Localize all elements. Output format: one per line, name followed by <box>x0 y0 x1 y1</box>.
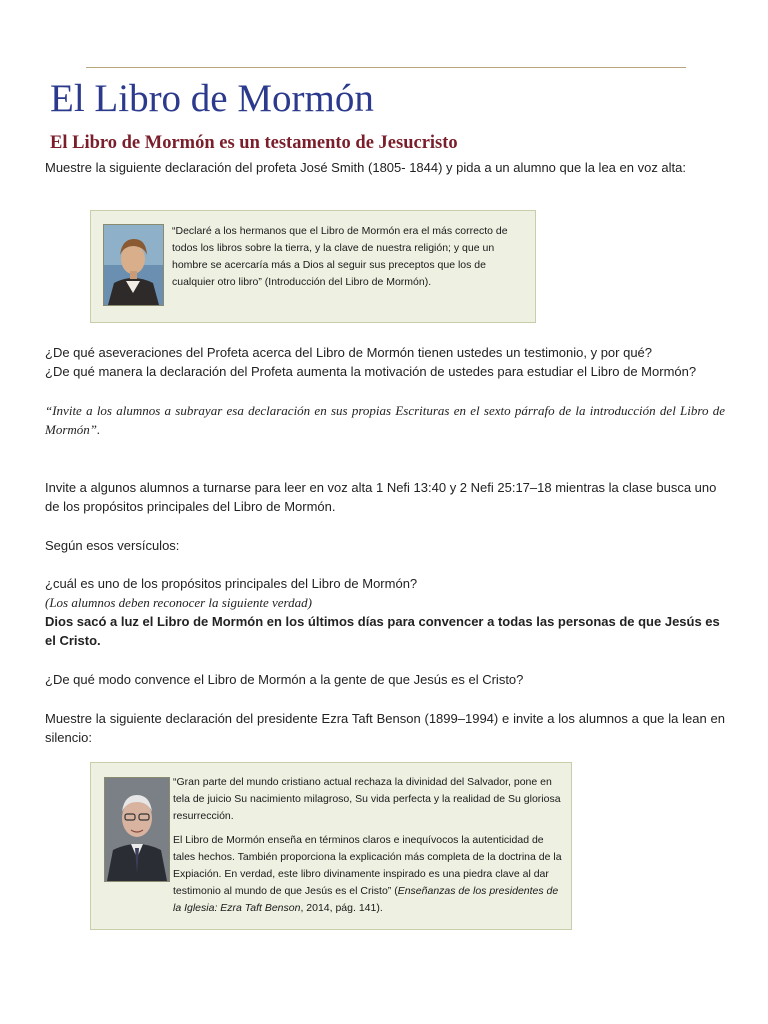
quote-paragraph-1: “Gran parte del mundo cristiano actual rechaza la divinidad del Salvador, pone en tela de juicio Su nacimiento milagroso, Su vida perfecta y la realidad de Su gloriosa resurrección. <box>173 776 561 822</box>
page-title: El Libro de Mormón <box>50 77 374 120</box>
quote-text-benson <box>173 774 563 924</box>
quote-box-joseph-smith <box>90 210 536 323</box>
quote-box-benson <box>90 762 572 930</box>
section-subtitle: El Libro de Mormón es un testamento de Jesucristo <box>50 133 458 153</box>
question-purpose: ¿cuál es uno de los propósitos principales del Libro de Mormón? <box>45 576 418 591</box>
question-testimony: ¿De qué aseveraciones del Profeta acerca del Libro de Mormón tienen ustedes un testimonio, y por qué? <box>45 345 653 360</box>
intro-benson: Muestre la siguiente declaración del presidente Ezra Taft Benson (1899–1994) e invite a los alumnos a que la lean en silencio: <box>45 711 725 745</box>
segun-versiculos: Según esos versículos: <box>45 538 180 553</box>
doctrinal-truth: Dios sacó a luz el Libro de Mormón en los últimos días para convencer a todas las personas de que Jesús es el Cristo. <box>45 614 720 648</box>
quote-paragraph-2 <box>173 832 563 917</box>
portrait-ezra-taft-benson <box>104 777 170 882</box>
question-motivation: ¿De qué manera la declaración del Profeta aumenta la motivación de ustedes para estudiar el Libro de Mormón? <box>45 364 697 379</box>
header-rule <box>86 67 686 68</box>
quote-source-tail: , 2014, pág. 141). <box>300 902 383 914</box>
intro-paragraph: Muestre la siguiente declaración del profeta José Smith (1805- 1844) y pida a un alumno que la lea en voz alta: <box>45 160 686 175</box>
students-note: (Los alumnos deben reconocer la siguiente verdad) <box>45 595 312 610</box>
quote-source-title: Enseñanzas de los presidentes de la Iglesia: Ezra Taft Benson <box>173 885 559 914</box>
quote-text-joseph-smith: “Declaré a los hermanos que el Libro de Mormón era el más correcto de todos los libros sobre la tierra, y la clave de nuestra religión; y que un hombre se acercaría más a Dios al seguir sus preceptos que los de cualquier otro libro” (Introducción del Libro de Mormón). <box>172 225 508 288</box>
quote-paragraph-2-text: El Libro de Mormón enseña en términos claros e inequívocos la autenticidad de tales hechos. También proporciona la explicación más completa de la doctrina de la Expiación. En verdad, este libro divinamente inspirado es una piedra clave al dar testimonio al mundo de que Jesús es el Cristo” ( <box>173 834 562 897</box>
invite-read-paragraph: Invite a algunos alumnos a turnarse para leer en voz alta 1 Nefi 13:40 y 2 Nefi 25:17–18 mientras la clase busca uno de los propósitos principales del Libro de Mormón. <box>45 480 717 514</box>
portrait-joseph-smith <box>103 224 164 306</box>
invite-underline-note: “Invite a los alumnos a subrayar esa declaración en sus propias Escrituras en el sexto párrafo de la introducción del Libro de Mormón”. <box>45 403 725 437</box>
question-convince: ¿De qué modo convence el Libro de Mormón a la gente de que Jesús es el Cristo? <box>45 672 524 687</box>
